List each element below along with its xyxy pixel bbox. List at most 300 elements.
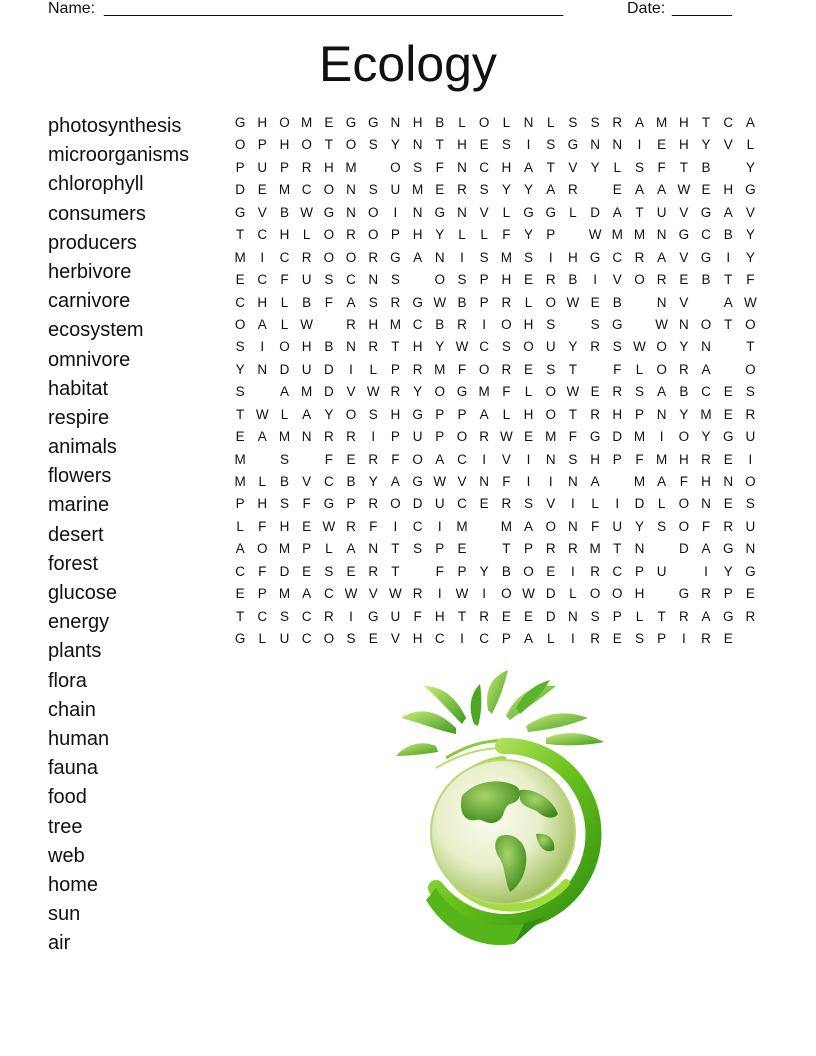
grid-cell[interactable] — [473, 516, 495, 538]
grid-cell[interactable]: L — [746, 137, 755, 153]
grid-cell[interactable]: L — [325, 541, 333, 557]
grid-cell[interactable]: L — [657, 496, 666, 512]
grid-cell[interactable]: R — [656, 272, 667, 288]
grid-cell[interactable]: O — [279, 115, 290, 130]
grid-cell[interactable]: N — [346, 339, 356, 355]
grid-cell[interactable]: M — [633, 474, 646, 489]
grid-cell[interactable]: F — [391, 451, 400, 467]
grid-cell[interactable]: E — [346, 451, 356, 467]
grid-cell[interactable]: F — [280, 272, 289, 288]
grid-cell[interactable]: M — [278, 541, 291, 557]
grid-cell[interactable]: E — [524, 429, 534, 445]
grid-cell[interactable]: I — [637, 137, 642, 153]
grid-cell[interactable]: Y — [679, 339, 689, 355]
grid-cell[interactable]: R — [634, 249, 645, 265]
grid-cell[interactable]: I — [726, 249, 731, 265]
grid-cell[interactable]: N — [412, 204, 423, 220]
grid-cell[interactable]: T — [657, 608, 666, 624]
grid-cell[interactable]: U — [545, 339, 556, 355]
grid-cell[interactable]: R — [678, 361, 689, 377]
grid-cell[interactable]: R — [301, 249, 312, 265]
grid-cell[interactable]: G — [722, 608, 734, 624]
grid-cell[interactable]: U — [301, 272, 312, 288]
grid-cell[interactable]: D — [412, 496, 423, 512]
grid-cell[interactable]: S — [479, 249, 489, 265]
grid-cell[interactable]: R — [301, 159, 312, 175]
grid-cell[interactable]: S — [590, 316, 600, 332]
grid-cell[interactable]: O — [678, 518, 690, 534]
grid-cell[interactable]: O — [345, 137, 357, 153]
grid-cell[interactable]: H — [257, 496, 268, 512]
grid-cell[interactable]: C — [323, 474, 334, 489]
grid-cell[interactable]: H — [279, 137, 290, 153]
grid-cell[interactable]: R — [590, 339, 600, 355]
grid-cell[interactable]: Y — [568, 339, 578, 355]
grid-cell[interactable]: H — [412, 631, 423, 647]
grid-cell[interactable]: G — [390, 249, 401, 265]
grid-cell[interactable]: R — [501, 294, 512, 310]
grid-cell[interactable]: N — [301, 429, 312, 445]
grid-cell[interactable]: C — [479, 339, 490, 355]
grid-cell[interactable]: M — [545, 429, 557, 445]
grid-cell[interactable]: E — [324, 115, 334, 130]
grid-cell[interactable]: W — [744, 294, 757, 310]
grid-cell[interactable]: T — [391, 563, 400, 579]
grid-cell[interactable]: E — [457, 541, 467, 557]
grid-cell[interactable]: U — [656, 204, 667, 220]
grid-cell[interactable]: D — [279, 361, 290, 377]
grid-cell[interactable]: F — [457, 361, 467, 377]
grid-cell[interactable]: Y — [435, 227, 445, 243]
grid-cell[interactable] — [251, 381, 273, 403]
grid-cell[interactable]: Y — [745, 227, 755, 243]
grid-cell[interactable] — [562, 224, 584, 246]
grid-cell[interactable]: O — [523, 339, 534, 355]
grid-cell[interactable]: T — [235, 406, 245, 422]
grid-cell[interactable]: N — [656, 227, 667, 243]
grid-cell[interactable]: E — [302, 563, 312, 579]
grid-cell[interactable]: E — [723, 406, 733, 422]
grid-cell[interactable]: O — [545, 294, 556, 310]
grid-cell[interactable]: H — [678, 451, 689, 467]
grid-cell[interactable]: S — [368, 406, 378, 422]
grid-cell[interactable]: R — [412, 586, 423, 602]
grid-cell[interactable]: E — [524, 272, 534, 288]
grid-cell[interactable]: W — [433, 474, 447, 489]
grid-cell[interactable]: P — [435, 406, 445, 422]
grid-cell[interactable]: M — [633, 227, 646, 243]
grid-cell[interactable]: I — [615, 496, 620, 512]
grid-cell[interactable]: S — [413, 541, 423, 557]
grid-cell[interactable]: R — [346, 429, 356, 445]
grid-cell[interactable]: G — [678, 586, 690, 602]
grid-cell[interactable]: V — [457, 474, 467, 489]
grid-cell[interactable]: R — [590, 406, 600, 422]
grid-cell[interactable]: E — [346, 563, 356, 579]
grid-cell[interactable]: H — [390, 406, 401, 422]
grid-cell[interactable]: P — [546, 227, 556, 243]
grid-cell[interactable]: U — [434, 496, 445, 512]
grid-cell[interactable]: A — [257, 429, 267, 445]
grid-cell[interactable]: R — [545, 541, 556, 557]
grid-cell[interactable]: P — [435, 541, 445, 557]
grid-cell[interactable]: H — [612, 406, 623, 422]
grid-cell[interactable]: G — [545, 204, 556, 220]
grid-cell[interactable]: A — [524, 159, 534, 175]
grid-cell[interactable]: S — [413, 159, 423, 175]
grid-cell[interactable]: O — [257, 541, 268, 557]
grid-cell[interactable]: L — [524, 384, 533, 400]
grid-cell[interactable]: T — [502, 541, 511, 557]
grid-cell[interactable]: L — [502, 406, 511, 422]
grid-cell[interactable]: P — [235, 496, 245, 512]
grid-cell[interactable]: Y — [435, 339, 445, 355]
grid-cell[interactable]: P — [279, 159, 289, 175]
grid-cell[interactable]: D — [545, 608, 556, 624]
grid-cell[interactable] — [296, 449, 318, 471]
grid-cell[interactable]: O — [323, 631, 335, 647]
grid-cell[interactable]: A — [701, 361, 711, 377]
grid-cell[interactable]: A — [745, 115, 755, 130]
grid-cell[interactable]: A — [435, 451, 445, 467]
grid-cell[interactable]: S — [657, 518, 667, 534]
grid-cell[interactable]: F — [324, 451, 333, 467]
grid-cell[interactable]: G — [589, 249, 601, 265]
grid-cell[interactable]: R — [323, 429, 334, 445]
grid-cell[interactable]: H — [590, 451, 600, 467]
grid-cell[interactable]: S — [501, 339, 511, 355]
grid-cell[interactable]: B — [346, 474, 356, 489]
grid-cell[interactable]: L — [280, 316, 289, 332]
grid-cell[interactable]: U — [612, 518, 623, 534]
grid-cell[interactable]: U — [301, 361, 312, 377]
grid-cell[interactable]: L — [302, 227, 311, 243]
grid-cell[interactable]: S — [745, 384, 755, 400]
grid-cell[interactable]: N — [434, 249, 445, 265]
grid-cell[interactable]: V — [679, 249, 689, 265]
grid-cell[interactable]: R — [346, 518, 356, 534]
grid-cell[interactable]: N — [257, 361, 268, 377]
grid-cell[interactable]: Y — [368, 474, 378, 489]
grid-cell[interactable]: Y — [324, 406, 334, 422]
grid-cell[interactable]: W — [322, 518, 336, 534]
grid-cell[interactable]: W — [344, 586, 358, 602]
grid-cell[interactable]: I — [571, 631, 575, 647]
grid-cell[interactable]: N — [545, 451, 556, 467]
grid-cell[interactable] — [717, 336, 739, 358]
grid-cell[interactable]: V — [679, 204, 689, 220]
grid-cell[interactable]: H — [457, 137, 467, 153]
grid-cell[interactable]: R — [323, 608, 334, 624]
grid-cell[interactable]: R — [346, 316, 356, 332]
grid-cell[interactable]: S — [546, 361, 556, 377]
grid-cell[interactable]: O — [545, 518, 556, 534]
grid-cell[interactable]: M — [389, 316, 402, 332]
grid-cell[interactable]: D — [634, 496, 645, 512]
grid-cell[interactable]: O — [234, 316, 246, 332]
grid-cell[interactable]: I — [593, 272, 597, 288]
grid-cell[interactable]: H — [568, 249, 578, 265]
grid-cell[interactable]: N — [590, 137, 600, 153]
grid-cell[interactable]: G — [323, 204, 335, 220]
grid-cell[interactable]: B — [701, 272, 711, 288]
grid-cell[interactable] — [251, 449, 273, 471]
grid-cell[interactable]: I — [548, 474, 553, 489]
grid-cell[interactable]: M — [700, 406, 712, 422]
grid-cell[interactable]: I — [526, 137, 531, 153]
grid-cell[interactable]: Y — [701, 137, 711, 153]
grid-cell[interactable]: S — [634, 159, 644, 175]
grid-cell[interactable]: G — [412, 406, 423, 422]
grid-cell[interactable]: P — [612, 608, 622, 624]
grid-cell[interactable]: R — [412, 361, 423, 377]
grid-cell[interactable]: D — [235, 182, 245, 198]
grid-cell[interactable]: S — [390, 272, 400, 288]
grid-cell[interactable]: C — [479, 159, 490, 175]
grid-cell[interactable]: O — [301, 137, 312, 153]
grid-cell[interactable]: H — [279, 518, 290, 534]
grid-cell[interactable]: P — [302, 541, 312, 557]
grid-cell[interactable]: G — [234, 204, 246, 220]
grid-cell[interactable]: P — [257, 586, 267, 602]
grid-cell[interactable]: H — [257, 294, 268, 310]
grid-cell[interactable]: U — [257, 159, 268, 175]
grid-cell[interactable]: A — [657, 474, 667, 489]
grid-cell[interactable]: A — [346, 541, 356, 557]
grid-cell[interactable]: S — [279, 496, 289, 512]
grid-cell[interactable]: O — [700, 316, 712, 332]
grid-cell[interactable]: C — [323, 586, 334, 602]
grid-cell[interactable]: M — [656, 115, 668, 130]
grid-cell[interactable]: M — [234, 474, 246, 489]
grid-cell[interactable]: S — [279, 451, 289, 467]
grid-cell[interactable] — [407, 269, 429, 291]
grid-cell[interactable]: A — [302, 406, 312, 422]
grid-cell[interactable]: L — [635, 361, 644, 377]
grid-cell[interactable]: N — [656, 406, 667, 422]
grid-cell[interactable]: C — [257, 608, 268, 624]
grid-cell[interactable]: E — [501, 608, 511, 624]
grid-cell[interactable]: A — [546, 182, 556, 198]
grid-cell[interactable]: L — [524, 294, 533, 310]
grid-cell[interactable]: G — [700, 249, 712, 265]
grid-cell[interactable]: V — [390, 631, 400, 647]
grid-cell[interactable]: F — [613, 361, 622, 377]
grid-cell[interactable]: H — [501, 159, 512, 175]
grid-cell[interactable]: A — [346, 294, 356, 310]
grid-cell[interactable]: O — [656, 361, 667, 377]
grid-cell[interactable]: S — [346, 631, 356, 647]
grid-cell[interactable]: G — [323, 496, 335, 512]
grid-cell[interactable]: E — [524, 361, 534, 377]
grid-cell[interactable]: O — [523, 563, 534, 579]
grid-cell[interactable]: N — [457, 204, 467, 220]
grid-cell[interactable]: W — [255, 406, 269, 422]
grid-cell[interactable]: L — [280, 406, 289, 422]
grid-cell[interactable]: A — [634, 182, 644, 198]
grid-cell[interactable]: W — [588, 227, 602, 243]
grid-cell[interactable]: R — [368, 451, 379, 467]
grid-cell[interactable]: I — [548, 249, 553, 265]
grid-cell[interactable]: O — [656, 339, 667, 355]
grid-cell[interactable]: V — [546, 496, 556, 512]
grid-cell[interactable]: I — [681, 631, 686, 647]
grid-cell[interactable]: O — [478, 361, 490, 377]
grid-cell[interactable]: F — [502, 384, 511, 400]
grid-cell[interactable]: R — [745, 608, 756, 624]
grid-cell[interactable]: H — [368, 316, 379, 332]
grid-cell[interactable]: H — [412, 339, 423, 355]
grid-cell[interactable] — [628, 314, 650, 336]
grid-cell[interactable]: R — [390, 294, 401, 310]
grid-cell[interactable]: O — [501, 316, 512, 332]
grid-cell[interactable] — [362, 157, 384, 179]
grid-cell[interactable]: H — [501, 272, 512, 288]
grid-cell[interactable]: O — [678, 496, 690, 512]
grid-cell[interactable]: G — [523, 204, 534, 220]
grid-cell[interactable]: G — [434, 204, 446, 220]
grid-cell[interactable]: S — [368, 137, 378, 153]
date-field[interactable]: _______ — [672, 0, 732, 17]
grid-cell[interactable]: U — [745, 518, 756, 534]
grid-cell[interactable]: O — [345, 249, 357, 265]
grid-cell[interactable]: V — [568, 159, 578, 175]
grid-cell[interactable]: W — [300, 204, 314, 220]
grid-cell[interactable]: D — [590, 204, 600, 220]
grid-cell[interactable]: W — [655, 316, 669, 332]
grid-cell[interactable]: V — [501, 451, 511, 467]
grid-cell[interactable]: C — [412, 316, 423, 332]
grid-cell[interactable]: O — [745, 474, 756, 489]
grid-cell[interactable]: I — [371, 429, 376, 445]
grid-cell[interactable]: A — [701, 541, 711, 557]
grid-cell[interactable]: O — [634, 272, 645, 288]
grid-cell[interactable]: M — [500, 249, 512, 265]
grid-cell[interactable]: R — [368, 496, 379, 512]
grid-cell[interactable]: V — [302, 474, 312, 489]
grid-cell[interactable]: Y — [745, 249, 755, 265]
grid-cell[interactable]: A — [657, 182, 667, 198]
grid-cell[interactable]: N — [634, 541, 645, 557]
grid-cell[interactable]: N — [568, 518, 578, 534]
grid-cell[interactable]: O — [612, 586, 623, 602]
grid-cell[interactable]: P — [634, 406, 644, 422]
grid-cell[interactable]: F — [568, 429, 578, 445]
grid-cell[interactable]: U — [279, 631, 290, 647]
grid-cell[interactable]: S — [546, 316, 556, 332]
grid-cell[interactable]: O — [434, 384, 446, 400]
grid-cell[interactable]: Y — [745, 159, 755, 175]
grid-cell[interactable]: A — [612, 204, 622, 220]
grid-cell[interactable]: I — [393, 518, 398, 534]
grid-cell[interactable]: V — [723, 137, 733, 153]
grid-cell[interactable]: T — [235, 608, 245, 624]
grid-cell[interactable]: N — [656, 294, 667, 310]
grid-cell[interactable]: N — [612, 137, 623, 153]
grid-cell[interactable]: O — [412, 451, 423, 467]
grid-cell[interactable]: S — [279, 608, 289, 624]
grid-cell[interactable]: O — [323, 249, 335, 265]
grid-cell[interactable]: C — [279, 249, 290, 265]
grid-cell[interactable]: I — [482, 316, 487, 332]
grid-cell[interactable] — [407, 561, 429, 583]
grid-cell[interactable]: R — [390, 384, 401, 400]
grid-cell[interactable]: A — [479, 406, 489, 422]
grid-cell[interactable]: F — [635, 451, 644, 467]
grid-cell[interactable]: O — [456, 429, 468, 445]
grid-cell[interactable]: R — [368, 249, 379, 265]
grid-cell[interactable]: L — [546, 631, 555, 647]
grid-cell[interactable]: B — [324, 339, 334, 355]
grid-cell[interactable]: U — [656, 563, 667, 579]
grid-cell[interactable] — [584, 179, 606, 201]
grid-cell[interactable]: R — [568, 182, 578, 198]
grid-cell[interactable]: C — [723, 115, 734, 130]
grid-cell[interactable]: O — [501, 586, 512, 602]
grid-cell[interactable]: F — [413, 608, 422, 624]
grid-cell[interactable]: V — [612, 272, 622, 288]
grid-cell[interactable]: A — [302, 586, 312, 602]
grid-cell[interactable]: E — [723, 384, 733, 400]
grid-cell[interactable]: P — [346, 496, 356, 512]
grid-cell[interactable]: G — [412, 294, 423, 310]
grid-cell[interactable]: C — [301, 182, 312, 198]
grid-cell[interactable]: C — [701, 384, 711, 400]
grid-cell[interactable]: A — [723, 294, 733, 310]
grid-cell[interactable] — [584, 359, 606, 381]
grid-cell[interactable]: A — [657, 384, 667, 400]
grid-cell[interactable]: S — [235, 384, 245, 400]
grid-cell[interactable]: S — [745, 496, 755, 512]
grid-cell[interactable]: S — [590, 115, 600, 130]
grid-cell[interactable]: W — [455, 339, 469, 355]
grid-cell[interactable]: O — [367, 204, 379, 220]
name-field[interactable]: ______________________________________________________ — [104, 0, 563, 17]
grid-cell[interactable]: Y — [679, 406, 689, 422]
grid-cell[interactable]: R — [545, 272, 556, 288]
grid-cell[interactable]: Y — [723, 563, 733, 579]
grid-cell[interactable]: Y — [524, 182, 534, 198]
grid-cell[interactable]: A — [235, 541, 245, 557]
grid-cell[interactable]: T — [235, 227, 245, 243]
grid-cell[interactable]: F — [502, 227, 511, 243]
grid-cell[interactable]: S — [634, 631, 644, 647]
grid-cell[interactable]: N — [523, 115, 534, 130]
grid-cell[interactable]: E — [657, 137, 667, 153]
grid-cell[interactable]: S — [368, 294, 378, 310]
grid-cell[interactable]: I — [482, 451, 487, 467]
grid-cell[interactable]: O — [323, 227, 335, 243]
grid-cell[interactable]: M — [633, 429, 646, 445]
grid-cell[interactable]: O — [545, 406, 556, 422]
grid-cell[interactable]: M — [234, 249, 246, 265]
grid-cell[interactable]: C — [257, 272, 268, 288]
grid-cell[interactable]: M — [478, 384, 490, 400]
grid-cell[interactable]: O — [279, 339, 290, 355]
grid-cell[interactable]: B — [568, 272, 578, 288]
grid-cell[interactable]: B — [679, 384, 689, 400]
grid-cell[interactable]: R — [723, 518, 734, 534]
grid-cell[interactable]: O — [434, 272, 446, 288]
grid-cell[interactable]: D — [612, 429, 623, 445]
grid-cell[interactable]: I — [571, 496, 575, 512]
grid-cell[interactable]: I — [526, 451, 531, 467]
grid-cell[interactable]: E — [679, 272, 689, 288]
grid-cell[interactable]: I — [704, 563, 708, 579]
grid-cell[interactable]: Y — [413, 384, 423, 400]
grid-cell[interactable]: S — [235, 339, 245, 355]
grid-cell[interactable]: N — [745, 541, 756, 557]
